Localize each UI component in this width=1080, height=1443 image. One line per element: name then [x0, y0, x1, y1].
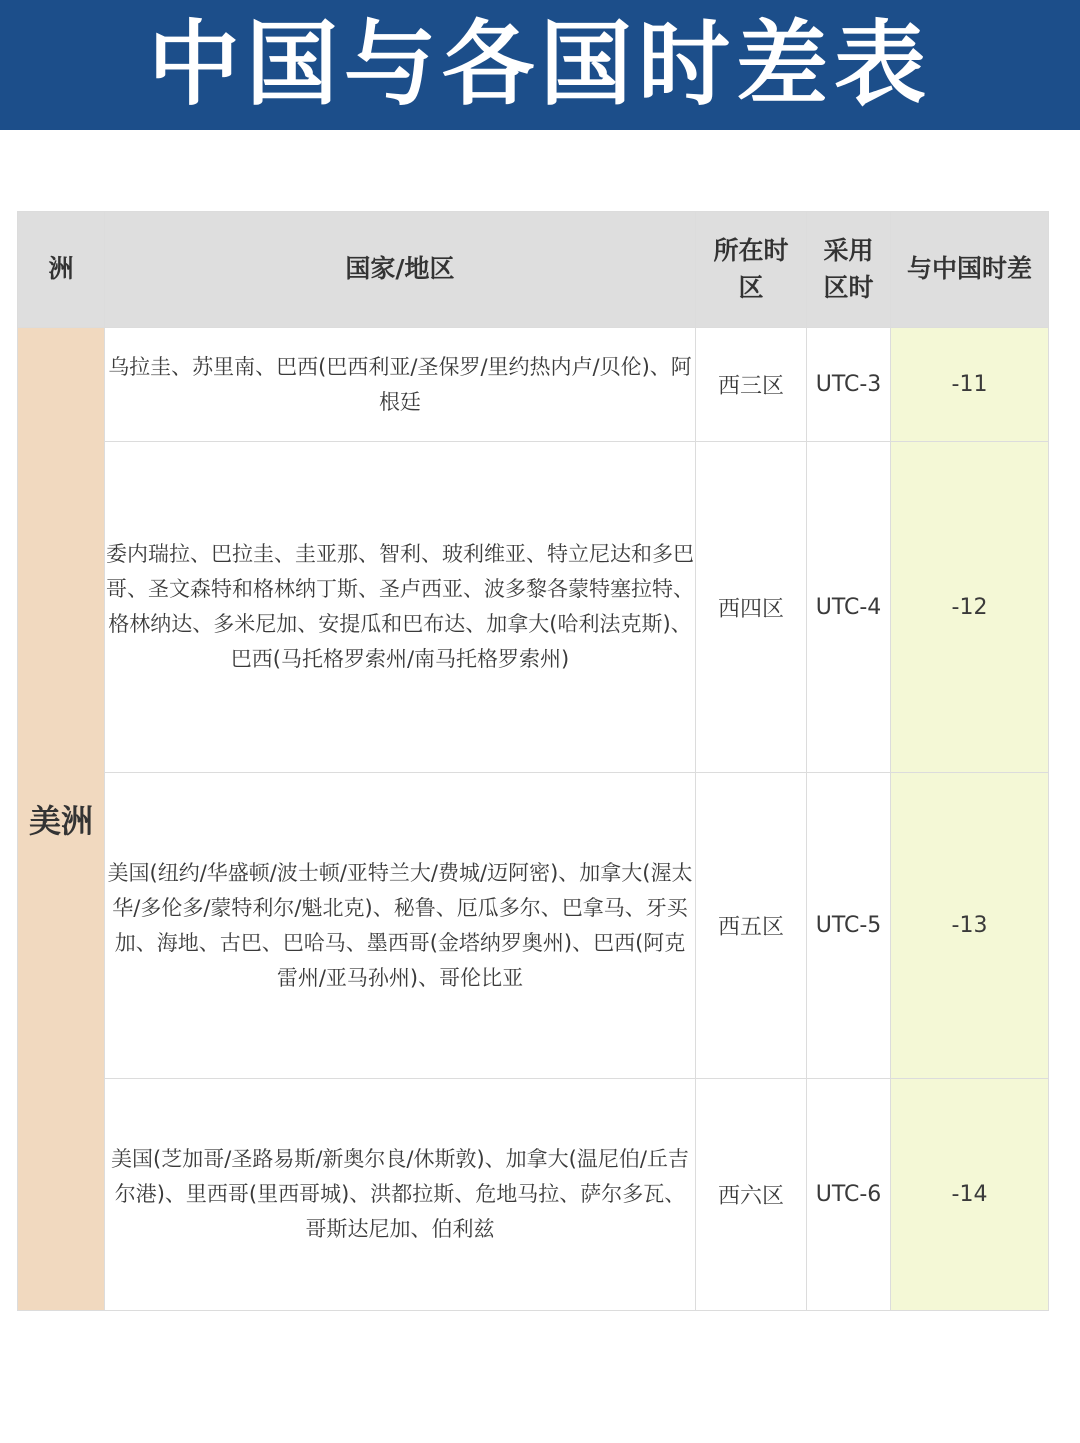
zone-cell: 西六区: [696, 1079, 807, 1311]
diff-cell: -13: [891, 773, 1049, 1079]
time-difference-table: [17, 211, 1049, 1311]
countries-cell: 乌拉圭、苏里南、巴西(巴西利亚/圣保罗/里约热内卢/贝伦)、阿根廷: [105, 328, 696, 442]
countries-cell: 委内瑞拉、巴拉圭、圭亚那、智利、玻利维亚、特立尼达和多巴哥、圣文森特和格林纳丁斯、圣卢西亚、波多黎各蒙特塞拉特、格林纳达、多米尼加、安提瓜和巴布达、加拿大(哈利法克斯)、巴西(马托格罗索州/南马托格罗索州): [105, 442, 696, 773]
page-title: 中国与各国时差表: [147, 11, 932, 118]
zone-cell: 西四区: [696, 442, 807, 773]
table-row: [18, 1079, 1049, 1311]
table-header-row: [18, 212, 1049, 328]
countries-cell: 美国(芝加哥/圣路易斯/新奥尔良/休斯敦)、加拿大(温尼伯/丘吉尔港)、里西哥(里西哥城)、洪都拉斯、危地马拉、萨尔多瓦、哥斯达尼加、伯利兹: [105, 1079, 696, 1311]
header-utc-label: 采用区时: [823, 236, 874, 302]
table-row: [18, 773, 1049, 1079]
utc-cell: UTC-3: [807, 328, 891, 442]
utc-cell: UTC-6: [807, 1079, 891, 1311]
zone-cell: 西五区: [696, 773, 807, 1079]
table-row: [18, 442, 1049, 773]
header-zone-label: 所在时区: [713, 236, 789, 302]
title-banner: [0, 0, 1080, 130]
zone-cell: 西三区: [696, 328, 807, 442]
table-row: [18, 328, 1049, 442]
diff-cell: -11: [891, 328, 1049, 442]
header-utc: [807, 212, 891, 328]
header-continent: 洲: [18, 212, 105, 328]
diff-cell: -12: [891, 442, 1049, 773]
utc-cell: UTC-5: [807, 773, 891, 1079]
diff-cell: -14: [891, 1079, 1049, 1311]
header-diff: 与中国时差: [891, 212, 1049, 328]
header-zone: [696, 212, 807, 328]
header-countries: 国家/地区: [105, 212, 696, 328]
utc-cell: UTC-4: [807, 442, 891, 773]
continent-cell: 美洲: [18, 328, 105, 1311]
countries-cell: 美国(纽约/华盛顿/波士顿/亚特兰大/费城/迈阿密)、加拿大(渥太华/多伦多/蒙特利尔/魁北克)、秘鲁、厄瓜多尔、巴拿马、牙买加、海地、古巴、巴哈马、墨西哥(金塔纳罗奥州)、巴西(阿克雷州/亚马孙州)、哥伦比亚: [105, 773, 696, 1079]
